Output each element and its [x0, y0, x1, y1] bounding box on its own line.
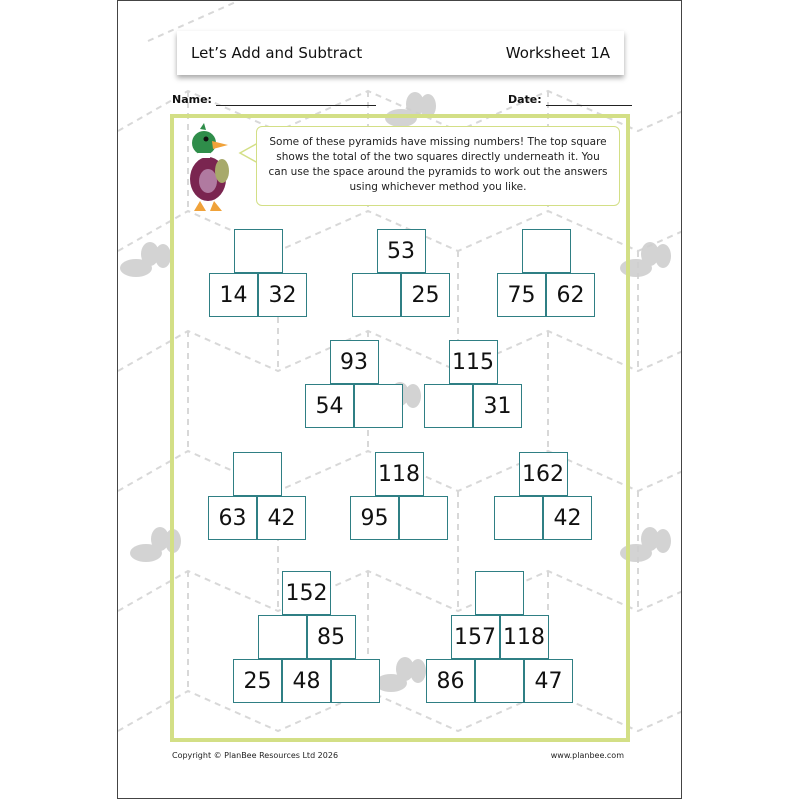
pyramid-top-cell[interactable] [233, 452, 282, 496]
pyramid-left-cell: 95 [350, 496, 399, 540]
pyramid-middle-cell: 118 [500, 615, 549, 659]
pyramid-top-cell: 115 [449, 340, 498, 384]
date-field[interactable] [508, 93, 632, 106]
pyramid-middle-cell[interactable] [258, 615, 307, 659]
pyramid-right-cell[interactable] [354, 384, 403, 428]
duck-mascot-icon [182, 121, 234, 213]
pyramid-left-cell: 63 [208, 496, 257, 540]
date-label: Date: [508, 93, 542, 106]
date-line[interactable] [546, 95, 632, 106]
pyramid-bottom-cell: 48 [282, 659, 331, 703]
pyramid-bottom-cell[interactable] [331, 659, 380, 703]
pyramid-left-cell[interactable] [352, 273, 401, 317]
pyramid-bottom-cell: 86 [426, 659, 475, 703]
pyramid-left-cell: 14 [209, 273, 258, 317]
pyramid-top-cell: 152 [282, 571, 331, 615]
pyramid-bottom-cell: 47 [524, 659, 573, 703]
website-text: www.planbee.com [550, 751, 624, 760]
pyramid-top-cell: 118 [375, 452, 424, 496]
pyramid-top-cell: 162 [519, 452, 568, 496]
pyramid-top-cell: 53 [377, 229, 426, 273]
pyramid-top-cell[interactable] [475, 571, 524, 615]
pyramid-middle-cell: 85 [307, 615, 356, 659]
pyramid-left-cell[interactable] [494, 496, 543, 540]
title-bar [177, 31, 624, 75]
worksheet-number: Worksheet 1A [505, 44, 610, 62]
pyramid-left-cell: 75 [497, 273, 546, 317]
pyramid-top-cell: 93 [330, 340, 379, 384]
worksheet-title: Let’s Add and Subtract [191, 44, 363, 62]
pyramid-middle-cell: 157 [451, 615, 500, 659]
pyramid-right-cell: 25 [401, 273, 450, 317]
pyramid-top-cell[interactable] [234, 229, 283, 273]
bee-watermark-icon [120, 242, 171, 277]
pyramid-right-cell[interactable] [399, 496, 448, 540]
copyright-text: Copyright © PlanBee Resources Ltd 2026 [172, 751, 339, 760]
pyramid-left-cell: 54 [305, 384, 354, 428]
instructions-bubble: Some of these pyramids have missing numbers! The top square shows the total of the two squares directly underneath it. You can use the space around the pyramids to work out the answers using whichever method you like. [256, 126, 620, 206]
pyramid-left-cell[interactable] [424, 384, 473, 428]
pyramid-right-cell: 31 [473, 384, 522, 428]
pyramid-right-cell: 62 [546, 273, 595, 317]
name-line[interactable] [216, 95, 376, 106]
activity-frame [170, 114, 630, 742]
pyramid-right-cell: 42 [543, 496, 592, 540]
pyramid-top-cell[interactable] [522, 229, 571, 273]
pyramid-bottom-cell[interactable] [475, 659, 524, 703]
name-label: Name: [172, 93, 212, 106]
worksheet-page [117, 0, 682, 799]
name-field[interactable] [172, 93, 376, 106]
pyramid-right-cell: 42 [257, 496, 306, 540]
pyramid-bottom-cell: 25 [233, 659, 282, 703]
pyramid-right-cell: 32 [258, 273, 307, 317]
